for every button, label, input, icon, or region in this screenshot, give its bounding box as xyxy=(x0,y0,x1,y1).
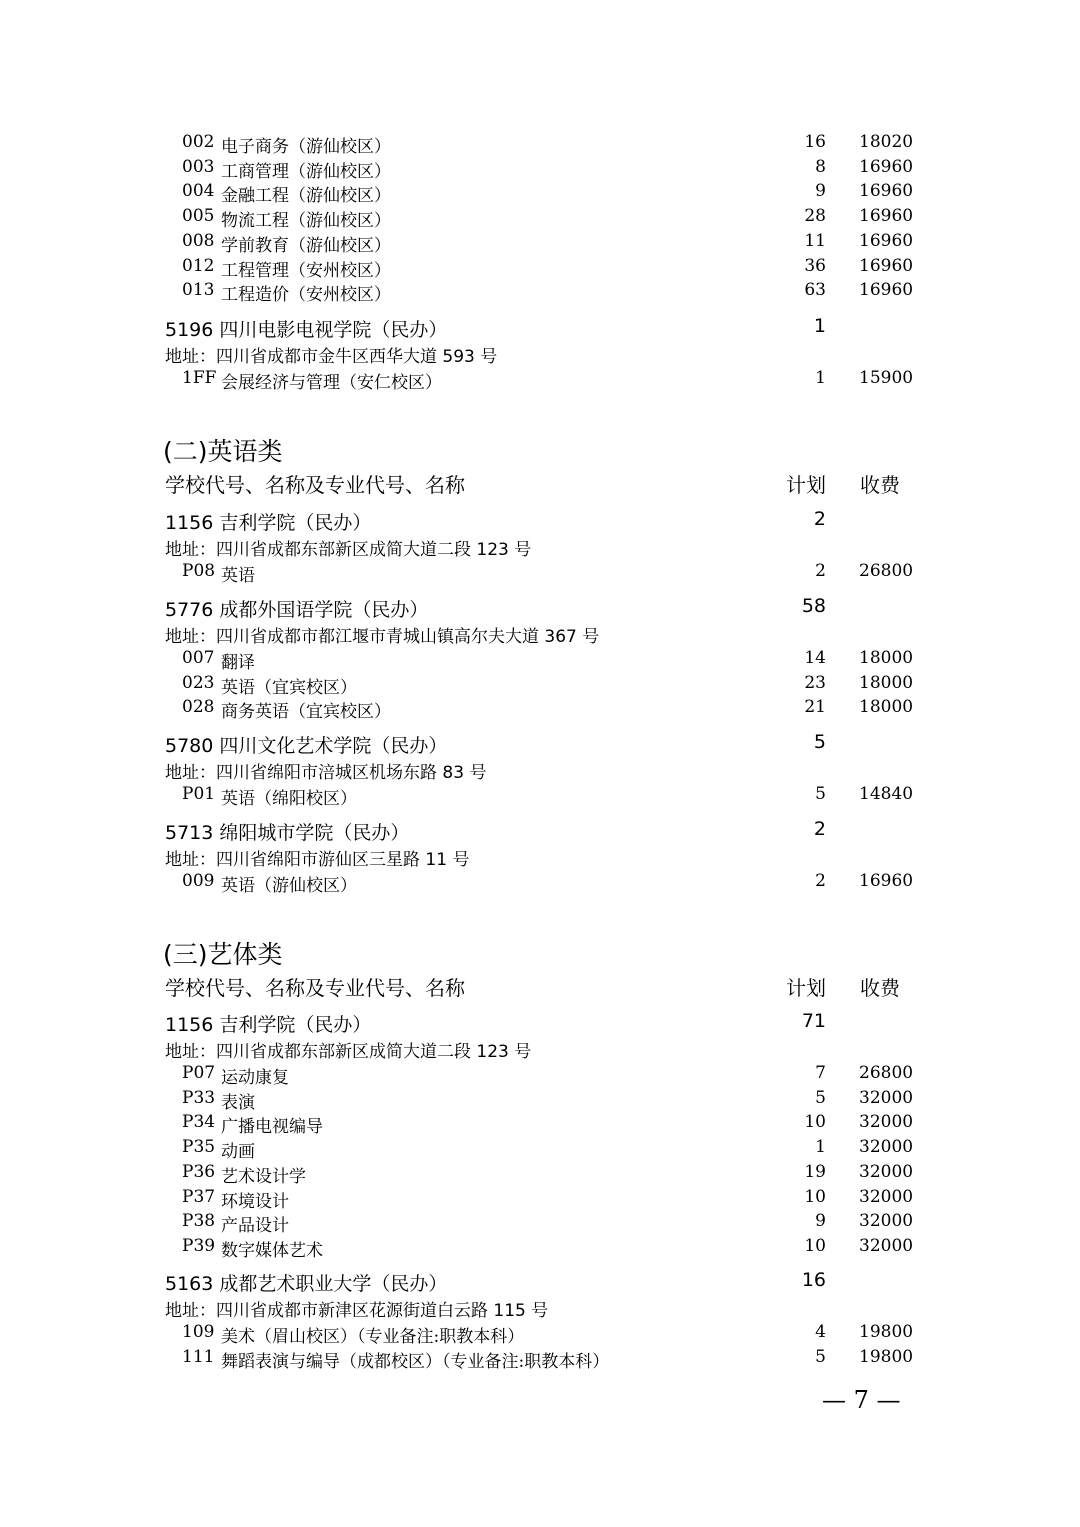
school-address: 地址：四川省成都市新津区花源街道白云路 115 号 xyxy=(165,1301,549,1321)
major-plan: 21 xyxy=(804,697,826,718)
major-name: 会展经济与管理（安仁校区） xyxy=(221,373,442,393)
major-fee: 15900 xyxy=(859,368,914,388)
major-code: 111 xyxy=(182,1346,215,1367)
major-plan: 9 xyxy=(815,181,826,202)
major-fee: 32000 xyxy=(859,1186,914,1207)
major-plan: 5 xyxy=(815,1346,826,1367)
school-total: 16 xyxy=(801,1269,826,1291)
school-address: 地址：四川省绵阳市涪城区机场东路 83 号 xyxy=(165,763,487,783)
major-name: 英语（绵阳校区） xyxy=(221,789,357,809)
major-name: 美术（眉山校区）（专业备注:职教本科） xyxy=(221,1327,525,1347)
major-code: P39 xyxy=(182,1235,216,1256)
major-plan: 5 xyxy=(815,784,826,804)
major-name: 艺术设计学 xyxy=(221,1166,306,1187)
major-plan: 1 xyxy=(815,1137,826,1158)
major-plan: 4 xyxy=(815,1322,826,1342)
major-code: 009 xyxy=(182,871,215,891)
major-code: 028 xyxy=(182,697,215,718)
major-code: 007 xyxy=(182,648,215,668)
major-code: 005 xyxy=(182,206,215,227)
major-plan: 10 xyxy=(804,1186,826,1207)
major-fee: 32000 xyxy=(859,1161,914,1182)
major-plan: 7 xyxy=(815,1063,826,1083)
major-plan: 9 xyxy=(815,1211,826,1232)
major-plan: 10 xyxy=(804,1112,826,1133)
major-fee: 14840 xyxy=(859,784,914,804)
major-name: 翻译 xyxy=(221,653,255,673)
school-code-name: 5163 成都艺术职业大学（民办） xyxy=(165,1273,448,1295)
major-fee: 26800 xyxy=(859,561,914,581)
major-fee: 16960 xyxy=(859,280,914,301)
column-header-plan: 计划 xyxy=(786,976,826,1000)
major-code: P01 xyxy=(182,784,216,804)
major-plan: 19 xyxy=(804,1161,826,1182)
major-code: P34 xyxy=(182,1112,216,1133)
major-fee: 32000 xyxy=(859,1112,914,1133)
column-header-plan: 计划 xyxy=(786,473,826,497)
major-plan: 5 xyxy=(815,1087,826,1108)
school-total: 5 xyxy=(813,731,826,753)
school-address: 地址：四川省成都东部新区成简大道二段 123 号 xyxy=(165,540,532,560)
major-fee: 16960 xyxy=(859,871,914,891)
school-address: 地址：四川省成都市都江堰市青城山镇高尔夫大道 367 号 xyxy=(165,627,600,647)
section-title-text: (二)英语类 xyxy=(163,437,283,466)
major-plan: 28 xyxy=(804,206,826,227)
school-total: 58 xyxy=(801,595,826,617)
major-code: 109 xyxy=(182,1322,215,1342)
major-code: 008 xyxy=(182,230,215,251)
major-code: P37 xyxy=(182,1186,216,1207)
major-code: P36 xyxy=(182,1161,216,1182)
major-code: 004 xyxy=(182,181,215,202)
major-name: 学前教育（游仙校区） xyxy=(221,235,391,256)
major-plan: 23 xyxy=(804,672,826,693)
major-fee: 26800 xyxy=(859,1063,914,1083)
major-plan: 2 xyxy=(815,561,826,581)
major-plan: 1 xyxy=(815,368,826,388)
column-header-left: 学校代号、名称及专业代号、名称 xyxy=(165,473,465,497)
major-name: 环境设计 xyxy=(221,1191,289,1212)
major-plan: 36 xyxy=(804,255,826,276)
major-fee: 32000 xyxy=(859,1087,914,1108)
school-total: 1 xyxy=(813,315,826,337)
major-code: P35 xyxy=(182,1137,216,1158)
major-plan: 14 xyxy=(804,648,826,668)
major-code: P33 xyxy=(182,1087,216,1108)
major-plan: 8 xyxy=(815,156,826,177)
column-header-fee: 收费 xyxy=(860,976,900,1000)
major-fee: 32000 xyxy=(859,1211,914,1232)
major-code: P38 xyxy=(182,1211,216,1232)
school-code-name: 5780 四川文化艺术学院（民办） xyxy=(165,735,448,757)
school-code-name: 1156 吉利学院（民办） xyxy=(165,512,372,534)
major-fee: 16960 xyxy=(859,156,914,177)
major-name: 表演 xyxy=(221,1092,255,1113)
section-title-text: (三)艺体类 xyxy=(163,940,283,969)
school-code-name: 1156 吉利学院（民办） xyxy=(165,1014,372,1036)
major-plan: 11 xyxy=(804,230,826,251)
major-name: 物流工程（游仙校区） xyxy=(221,211,391,232)
major-name: 商务英语（宜宾校区） xyxy=(221,702,391,723)
school-total: 2 xyxy=(813,818,826,840)
major-name: 工程造价（安州校区） xyxy=(221,285,391,306)
major-fee: 16960 xyxy=(859,230,914,251)
major-fee: 18000 xyxy=(859,648,914,668)
school-total: 2 xyxy=(813,508,826,530)
major-name: 工商管理（游仙校区） xyxy=(221,161,391,182)
major-code: 023 xyxy=(182,672,215,693)
major-fee: 32000 xyxy=(859,1235,914,1256)
major-fee: 18000 xyxy=(859,672,914,693)
major-fee: 19800 xyxy=(859,1322,914,1342)
major-code: P08 xyxy=(182,561,216,581)
major-code: 1FF xyxy=(182,368,217,388)
page-number-text: — 7 — xyxy=(822,1386,901,1414)
school-address: 地址：四川省成都市金牛区西华大道 593 号 xyxy=(165,347,498,367)
major-plan: 2 xyxy=(815,871,826,891)
major-code: 003 xyxy=(182,156,215,177)
major-plan: 10 xyxy=(804,1235,826,1256)
school-total: 71 xyxy=(801,1010,826,1032)
major-plan: 63 xyxy=(804,280,826,301)
school-address: 地址：四川省成都东部新区成简大道二段 123 号 xyxy=(165,1042,532,1062)
school-code-name: 5776 成都外国语学院（民办） xyxy=(165,599,429,621)
major-name: 电子商务（游仙校区） xyxy=(221,137,391,157)
column-header-fee: 收费 xyxy=(860,473,900,497)
major-name: 金融工程（游仙校区） xyxy=(221,186,391,207)
major-name: 英语（游仙校区） xyxy=(221,876,357,896)
school-code-name: 5196 四川电影电视学院（民办） xyxy=(165,319,448,341)
major-fee: 16960 xyxy=(859,181,914,202)
major-name: 运动康复 xyxy=(221,1068,289,1088)
major-code: 013 xyxy=(182,280,215,301)
major-code: P07 xyxy=(182,1063,216,1083)
major-code: 012 xyxy=(182,255,215,276)
column-header-left: 学校代号、名称及专业代号、名称 xyxy=(165,976,465,1000)
school-address: 地址：四川省绵阳市游仙区三星路 11 号 xyxy=(165,850,470,870)
major-fee: 32000 xyxy=(859,1137,914,1158)
major-name: 数字媒体艺术 xyxy=(221,1240,323,1261)
major-fee: 18020 xyxy=(859,132,914,152)
major-name: 工程管理（安州校区） xyxy=(221,260,391,281)
major-plan: 16 xyxy=(804,132,826,152)
major-name: 舞蹈表演与编导（成都校区）（专业备注:职教本科） xyxy=(221,1351,610,1372)
major-fee: 16960 xyxy=(859,255,914,276)
major-fee: 18000 xyxy=(859,697,914,718)
school-code-name: 5713 绵阳城市学院（民办） xyxy=(165,822,410,844)
major-name: 产品设计 xyxy=(221,1216,289,1237)
major-code: 002 xyxy=(182,132,215,152)
major-name: 英语（宜宾校区） xyxy=(221,677,357,698)
major-fee: 16960 xyxy=(859,206,914,227)
major-name: 广播电视编导 xyxy=(221,1117,323,1138)
major-name: 动画 xyxy=(221,1142,255,1163)
major-name: 英语 xyxy=(221,566,255,586)
major-fee: 19800 xyxy=(859,1346,914,1367)
